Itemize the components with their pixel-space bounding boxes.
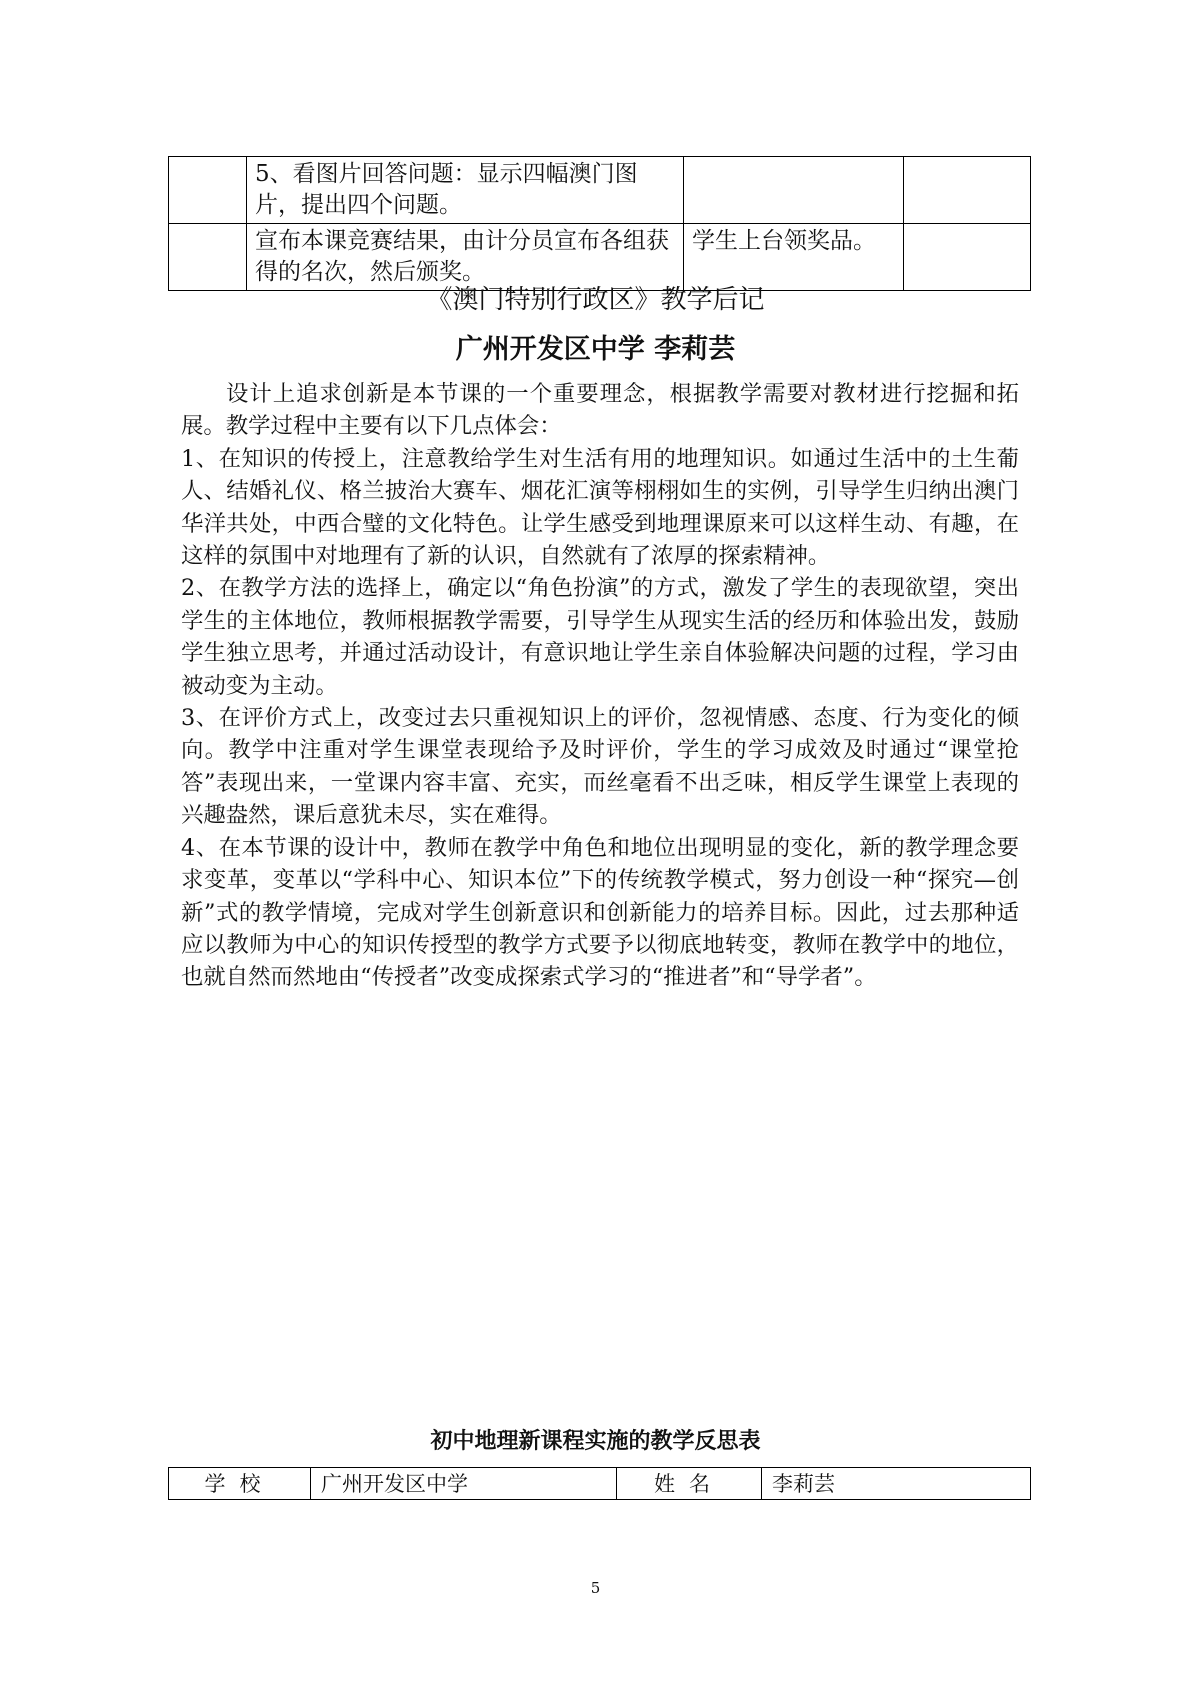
afterword-title: 《澳门特别行政区》教学后记 bbox=[426, 285, 765, 315]
paragraph: 设计上追求创新是本节课的一个重要理念，根据教学需要对教材进行挖掘和拓展。教学过程中主要有以下几点体会： bbox=[181, 381, 1019, 440]
table-cell bbox=[904, 157, 1031, 224]
table-row bbox=[169, 157, 1031, 224]
school-value: 广州开发区中学 bbox=[311, 1468, 617, 1500]
table-cell: 宣布本课竞赛结果，由计分员宣布各组获得的名次，然后颁奖。 bbox=[247, 224, 684, 291]
table-cell bbox=[684, 157, 904, 224]
name-value: 李莉芸 bbox=[762, 1468, 1031, 1500]
table-cell: 学生上台领奖品。 bbox=[684, 224, 904, 291]
paragraph: 4、在本节课的设计中，教师在教学中角色和地位出现明显的变化，新的教学理念要求变革，变革以“学科中心、知识本位”下的传统教学模式，努力创设一种“探究—创新”式的教学情境，完成对学生创新意识和创新能力的培养目标。因此，过去那种适应以教师为中心的知识传授型的教学方式要予以彻底地转变，教师在教学中的地位，也就自然而然地由“传授者”改变成探索式学习的“推进者”和“导学者”。 bbox=[181, 834, 1019, 991]
reflection-form-table bbox=[168, 1467, 1031, 1500]
reflection-form-title: 初中地理新课程实施的教学反思表 bbox=[430, 1429, 761, 1454]
paragraph: 3、在评价方式上，改变过去只重视知识上的评价，忽视情感、态度、行为变化的倾向。教学中注重对学生课堂表现给予及时评价，学生的学习成效及时通过“课堂抢答”表现出来，一堂课内容丰富、充实，而丝毫看不出乏味，相反学生课堂上表现的兴趣盎然，课后意犹未尽，实在难得。 bbox=[181, 705, 1019, 829]
afterword-body bbox=[181, 378, 1019, 994]
table-cell: 5、看图片回答问题：显示四幅澳门图片，提出四个问题。 bbox=[247, 157, 684, 224]
page-number: 5 bbox=[590, 1579, 601, 1597]
table-row bbox=[169, 1468, 1031, 1500]
table-cell bbox=[904, 224, 1031, 291]
name-label: 姓名 bbox=[617, 1468, 762, 1500]
table-cell bbox=[169, 224, 247, 291]
lesson-plan-table-continuation bbox=[168, 156, 1031, 291]
table-cell bbox=[169, 157, 247, 224]
author-line: 广州开发区中学 李莉芸 bbox=[455, 334, 736, 365]
school-label: 学校 bbox=[169, 1468, 311, 1500]
paragraph: 1、在知识的传授上，注意教给学生对生活有用的地理知识。如通过生活中的土生葡人、结婚礼仪、格兰披治大赛车、烟花汇演等栩栩如生的实例，引导学生归纳出澳门华洋共处，中西合璧的文化特色。让学生感受到地理课原来可以这样生动、有趣，在这样的氛围中对地理有了新的认识，自然就有了浓厚的探索精神。 bbox=[181, 445, 1019, 570]
paragraph: 2、在教学方法的选择上，确定以“角色扮演”的方式，激发了学生的表现欲望，突出学生的主体地位，教师根据教学需要，引导学生从现实生活的经历和体验出发，鼓励学生独立思考，并通过活动设计，有意识地让学生亲自体验解决问题的过程，学习由被动变为主动。 bbox=[181, 575, 1019, 699]
table-row bbox=[169, 224, 1031, 291]
